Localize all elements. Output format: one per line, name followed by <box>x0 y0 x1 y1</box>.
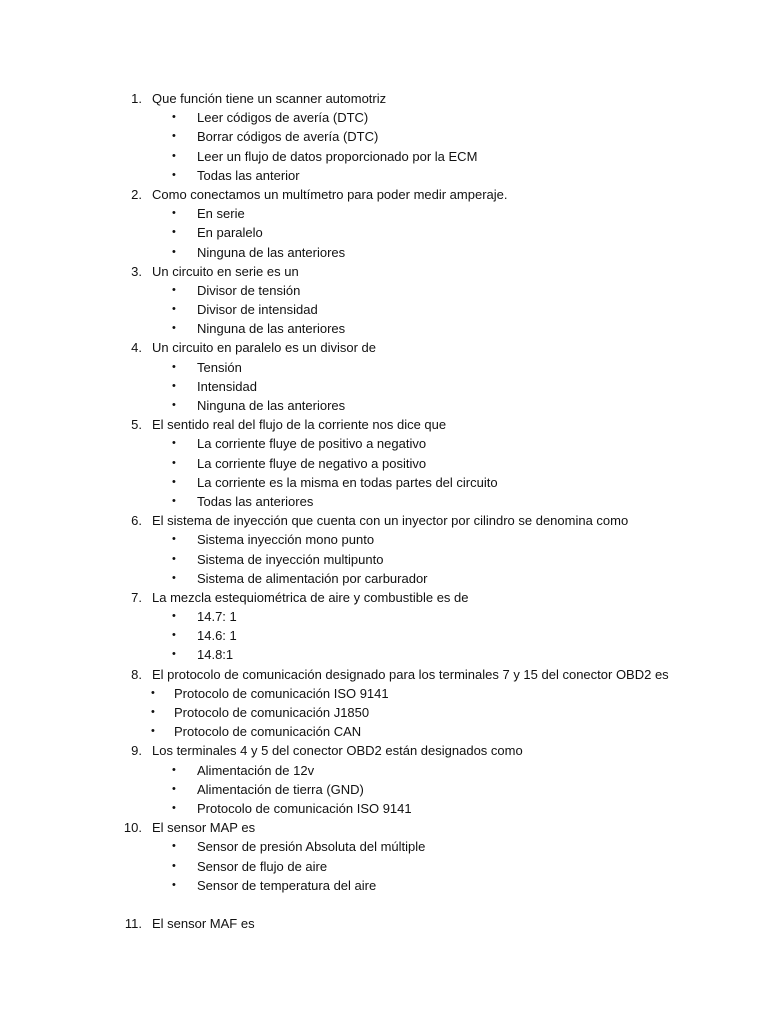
bullet-icon: • <box>172 610 176 623</box>
answer-option <box>0 780 768 799</box>
bullet-icon: • <box>172 801 176 814</box>
answer-option-text: Intensidad <box>197 378 257 394</box>
question-item <box>0 914 768 933</box>
quiz-document <box>0 89 768 933</box>
answer-option <box>0 799 768 818</box>
answer-option <box>0 319 768 338</box>
answer-option-text: La corriente es la misma en todas partes del circuito <box>197 474 498 490</box>
question-text: Un circuito en serie es un <box>152 263 299 279</box>
answer-option-text: Divisor de tensión <box>197 282 301 298</box>
question-item <box>0 588 768 607</box>
answer-option-text: Protocolo de comunicación ISO 9141 <box>174 685 389 701</box>
answer-option <box>0 454 768 473</box>
bullet-icon: • <box>172 859 176 872</box>
question-number: 1. <box>131 91 142 106</box>
answer-option-text: Sistema de inyección multipunto <box>197 551 384 567</box>
answer-option-text: Protocolo de comunicación CAN <box>174 724 362 740</box>
bullet-icon: • <box>172 111 176 124</box>
bullet-icon: • <box>172 475 176 488</box>
answer-option-text: Sensor de temperatura del aire <box>197 877 377 893</box>
question-number: 6. <box>131 513 142 529</box>
bullet-icon: • <box>151 706 155 718</box>
question-item <box>0 511 768 530</box>
answer-option <box>0 684 768 703</box>
answer-option-text: Alimentación de tierra (GND) <box>197 781 364 797</box>
question-item <box>0 741 768 760</box>
answer-option <box>0 281 768 300</box>
bullet-icon: • <box>172 456 176 469</box>
answer-option-text: 14.6: 1 <box>197 628 237 644</box>
answer-option-text: Borrar códigos de avería (DTC) <box>197 129 379 145</box>
answer-option-text: Sensor de flujo de aire <box>197 858 328 874</box>
answer-option <box>0 223 768 242</box>
answer-option <box>0 626 768 645</box>
answer-option <box>0 243 768 262</box>
answer-option <box>0 300 768 319</box>
answer-option-text: Todas las anteriores <box>197 493 314 509</box>
answer-option <box>0 761 768 780</box>
question-number: 3. <box>131 263 142 279</box>
answer-option <box>0 550 768 569</box>
question-text: Los terminales 4 y 5 del conector OBD2 están designados como <box>152 743 523 759</box>
bullet-icon: • <box>172 399 176 411</box>
answer-option-text: Divisor de intensidad <box>197 302 318 318</box>
bullet-icon: • <box>172 571 176 584</box>
answer-option-text: 14.7: 1 <box>197 609 237 625</box>
answer-option <box>0 127 768 146</box>
question-number: 11. <box>124 915 142 931</box>
bullet-icon: • <box>172 648 176 661</box>
answer-option-text: Ninguna de las anteriores <box>197 244 346 260</box>
question-item <box>0 262 768 281</box>
question-text: El sensor MAP es <box>152 820 256 836</box>
bullet-icon: • <box>172 322 176 335</box>
bullet-icon: • <box>172 533 176 546</box>
answer-option-text: Sistema de alimentación por carburador <box>197 570 428 586</box>
question-number: 10. <box>123 820 142 836</box>
bullet-icon: • <box>151 686 155 699</box>
bullet-icon: • <box>172 207 176 220</box>
answer-option-text: 14.8:1 <box>197 647 234 663</box>
answer-option <box>0 837 768 856</box>
question-text: La mezcla estequiométrica de aire y combustible es de <box>152 589 469 605</box>
question-item <box>0 338 768 357</box>
question-text: El sentido real del flujo de la corriente nos dice que <box>152 417 447 433</box>
answer-option <box>0 358 768 377</box>
question-text: El sensor MAF es <box>152 915 255 931</box>
answer-option <box>0 204 768 223</box>
answer-option-text: En serie <box>197 206 245 222</box>
answer-option <box>0 722 768 741</box>
question-text: Que función tiene un scanner automotriz <box>152 91 387 106</box>
question-text: Como conectamos un multímetro para poder medir amperaje. <box>152 186 508 202</box>
answer-option-text: Protocolo de comunicación ISO 9141 <box>197 800 412 816</box>
answer-option <box>0 857 768 876</box>
question-number: 7. <box>131 589 142 605</box>
question-item <box>0 185 768 204</box>
answer-option-text: Sistema inyección mono punto <box>197 532 375 548</box>
answer-option <box>0 377 768 396</box>
bullet-icon: • <box>172 629 176 642</box>
answer-option <box>0 492 768 511</box>
question-text: Un circuito en paralelo es un divisor de <box>152 340 377 356</box>
question-item <box>0 665 768 684</box>
bullet-icon: • <box>172 149 176 162</box>
answer-option <box>0 530 768 549</box>
answer-option-text: Leer un flujo de datos proporcionado por la ECM <box>197 148 478 164</box>
answer-option <box>0 434 768 453</box>
bullet-icon: • <box>172 552 176 565</box>
answer-option <box>0 147 768 166</box>
bullet-icon: • <box>151 725 155 738</box>
bullet-icon: • <box>172 379 176 392</box>
answer-option-text: Todas las anterior <box>197 167 300 183</box>
question-number: 8. <box>131 666 142 682</box>
bullet-icon: • <box>172 245 176 258</box>
answer-option <box>0 645 768 664</box>
bullet-icon: • <box>172 840 176 853</box>
answer-option-text: La corriente fluye de positivo a negativo <box>197 436 427 452</box>
answer-option <box>0 876 768 895</box>
answer-option-text: La corriente fluye de negativo a positivo <box>197 455 427 471</box>
bullet-icon: • <box>172 283 176 296</box>
bullet-icon: • <box>172 360 176 373</box>
bullet-icon: • <box>172 303 176 316</box>
answer-option-text: Sensor de presión Absoluta del múltiple <box>197 839 426 855</box>
answer-option <box>0 703 768 722</box>
question-number: 2. <box>131 186 142 202</box>
answer-option-text: En paralelo <box>197 225 263 241</box>
question-text: El protocolo de comunicación designado para los terminales 7 y 15 del conector OBD2 es <box>152 666 669 682</box>
answer-option-text: Protocolo de comunicación J1850 <box>174 705 370 720</box>
question-number: 9. <box>131 743 142 759</box>
answer-option <box>0 108 768 127</box>
answer-option-text: Ninguna de las anteriores <box>197 321 346 337</box>
question-item <box>0 415 768 434</box>
question-number: 4. <box>131 340 142 356</box>
answer-option-text: Tensión <box>197 359 242 375</box>
answer-option-text: Ninguna de las anteriores <box>197 398 346 413</box>
answer-option <box>0 396 768 415</box>
question-number: 5. <box>131 417 142 433</box>
bullet-icon: • <box>172 878 176 891</box>
answer-option <box>0 569 768 588</box>
bullet-icon: • <box>172 226 176 239</box>
answer-option-text: Leer códigos de avería (DTC) <box>197 110 369 126</box>
answer-option <box>0 166 768 185</box>
question-text: El sistema de inyección que cuenta con un inyector por cilindro se denomina como <box>152 513 629 529</box>
answer-option <box>0 473 768 492</box>
answer-option-text: Alimentación de 12v <box>197 762 315 778</box>
question-item <box>0 818 768 837</box>
question-item <box>0 89 768 108</box>
answer-option <box>0 607 768 626</box>
bullet-icon: • <box>172 437 176 450</box>
bullet-icon: • <box>172 494 176 507</box>
bullet-icon: • <box>172 782 176 795</box>
bullet-icon: • <box>172 168 176 181</box>
bullet-icon: • <box>172 130 176 143</box>
blank-line <box>0 895 768 914</box>
bullet-icon: • <box>172 763 176 776</box>
